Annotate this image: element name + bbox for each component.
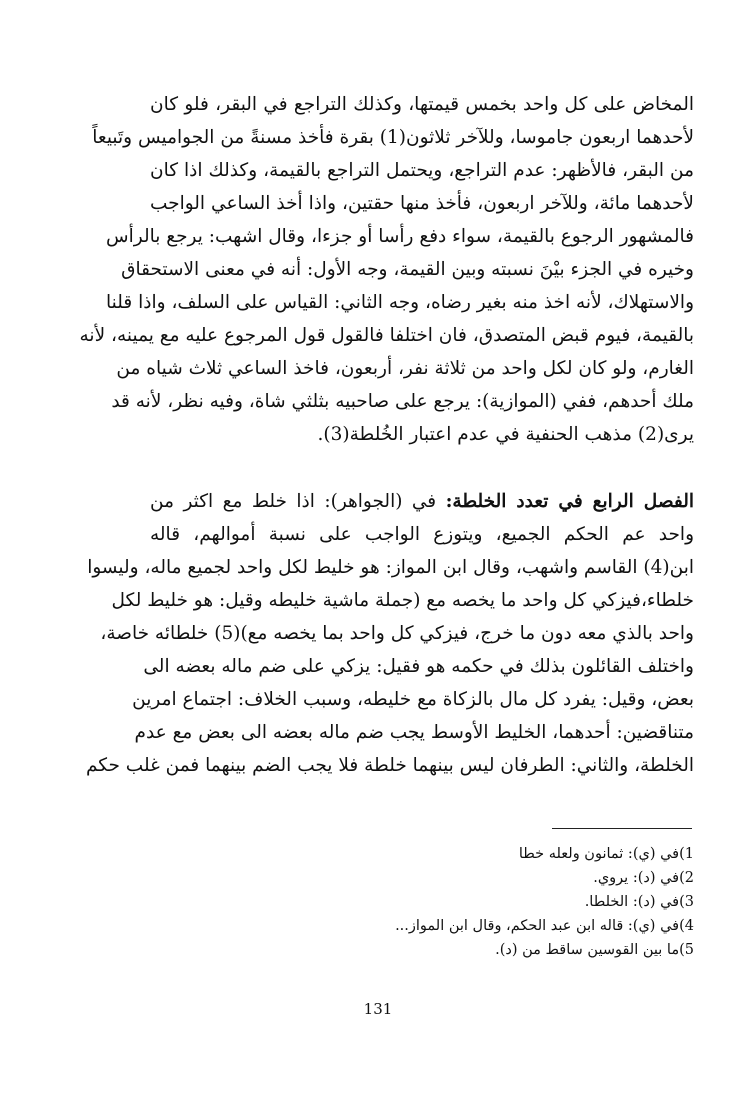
text-line: المخاض على كل واحد بخمس قيمتها، وكذلك التراجع في البقر، فلو كان <box>150 94 694 115</box>
footnote-divider <box>552 828 692 829</box>
text-line: بعض، وقيل: يفرد كل مال بالزكاة مع خليطه، وسبب الخلاف: اجتماع امرين <box>132 689 694 710</box>
text-line: متناقضين: أحدهما، الخليط الأوسط يجب ضم ماله بعضه الى بعض مع عدم <box>134 722 694 743</box>
text-line: لأحدهما اربعون جاموسا، وللآخر ثلاثون(1) بقرة فأخذ مسنةً من الجواميس وتَبيعاً <box>92 127 694 148</box>
text-line: بالقيمة، فيوم قبض المتصدق، فان اختلفا فالقول قول المرجوع عليه مع يمينه، لأنه <box>79 325 694 346</box>
text-line: فالمشهور الرجوع بالقيمة، سواء دفع رأسا أو جزءا، وقال اشهب: يرجع بالرأس <box>106 226 694 247</box>
text-line: واحد عم الحكم الجميع، ويتوزع الواجب على نسبة أموالهم، قاله <box>150 524 694 545</box>
text-line: لأحدهما مائة، وللآخر اربعون، فأخذ منها حقتين، واذا أخذ الساعي الواجب <box>150 193 694 214</box>
text-line: واحد بالذي معه دون ما خرج، فيزكي كل واحد بما يخصه مع)(5) خلطائه خاصة، <box>100 623 694 644</box>
footnote: 3)في (د): الخلطا. <box>584 894 694 910</box>
text-line: ملك أحدهم، ففي (الموازية): يرجع على صاحبيه بثلثي شاة، وفيه نظر، لأنه قد <box>111 391 694 412</box>
text-line: الخلطة، والثاني: الطرفان ليس بينهما خلطة فلا يجب الضم بينهما فمن غلب حكم <box>85 755 694 776</box>
text-line: من البقر، فالأظهر: عدم التراجع، ويحتمل التراجع بالقيمة، وكذلك اذا كان <box>150 160 694 181</box>
footnote: 5)ما بين القوسين ساقط من (د). <box>495 942 694 958</box>
text-line: واختلف القائلون بذلك في حكمه هو فقيل: يزكي على ضم ماله بعضه الى <box>143 656 694 677</box>
footnote: 2)في (د): يروي. <box>593 870 694 886</box>
text-line: ابن(4) القاسم واشهب، وقال ابن المواز: هو خليط لكل واحد لجميع ماله، وليسوا <box>87 557 694 578</box>
footnotes <box>300 842 694 962</box>
paragraph-1 <box>79 88 694 451</box>
heading-line <box>150 485 694 518</box>
page-number: 131 <box>363 1000 393 1018</box>
text-line: وخيره في الجزء بيْنَ نسبته وبين القيمة، وجه الأول: أنه في معنى الاستحقاق <box>121 259 694 280</box>
heading-line-rest: في (الجواهر): اذا خلط مع اكثر من <box>150 491 446 512</box>
footnote: 4)في (ي): قاله ابن عبد الحكم، وقال ابن المواز... <box>395 918 694 934</box>
text-line: والاستهلاك، لأنه اخذ منه بغير رضاه، وجه الثاني: القياس على السلف، واذا قلنا <box>106 292 694 313</box>
text-line: خلطاء،فيزكي كل واحد ما يخصه مع (جملة ماشية خليطه وقيل: هو خليط لكل <box>111 590 694 611</box>
text-line: الغارم، ولو كان لكل واحد من ثلاثة نفر، أربعون، فاخذ الساعي ثلاث شياه من <box>116 358 694 379</box>
text-line: يرى(2) مذهب الحنفية في عدم اعتبار الخُلطة(3). <box>317 424 694 445</box>
paragraph-2 <box>85 485 694 782</box>
section-heading: الفصل الرابع في تعدد الخلطة: <box>445 491 694 512</box>
footnote: 1)في (ي): ثمانون ولعله خطا <box>518 846 694 862</box>
